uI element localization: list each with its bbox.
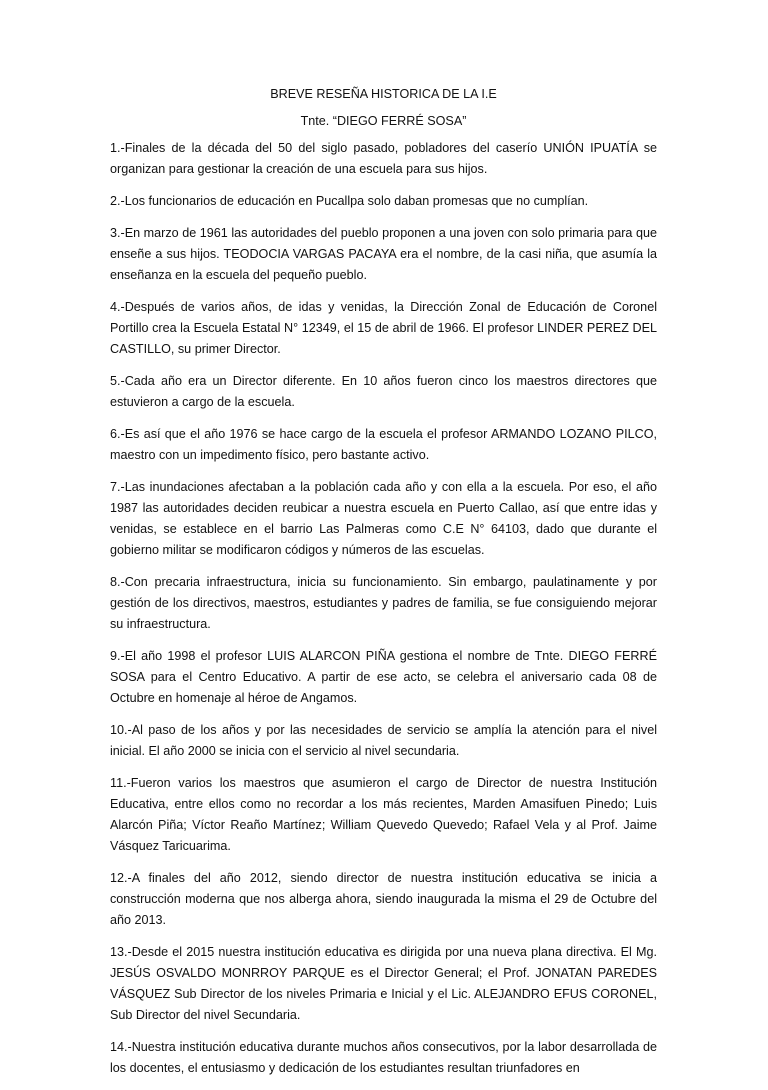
paragraph-6: 6.-Es así que el año 1976 se hace cargo de la escuela el profesor ARMANDO LOZANO PILCO, maestro con un impedimento físico, pero bastante activo. — [110, 427, 657, 462]
paragraph-3: 3.-En marzo de 1961 las autoridades del pueblo proponen a una joven con solo primaria para que enseñe a sus hijos. TEODOCIA VARGAS PACAYA era el nombre, de la casi niña, que asumía la enseñanza en la escuela del pequeño pueblo. — [110, 226, 657, 282]
paragraph-12: 12.-A finales del año 2012, siendo director de nuestra institución educativa se inicia a construcción moderna que nos alberga ahora, siendo inaugurada la misma el 29 de Octubre del año 2013. — [110, 871, 657, 927]
paragraph-1: 1.-Finales de la década del 50 del siglo pasado, pobladores del caserío UNIÓN IPUATÍA se organizan para gestionar la creación de una escuela para sus hijos. — [110, 141, 657, 176]
paragraph-7: 7.-Las inundaciones afectaban a la población cada año y con ella a la escuela. Por eso, el año 1987 las autoridades deciden reubicar a nuestra escuela en Puerto Callao, así que entre idas y venidas, se establece en el barrio Las Palmeras como C.E N° 64103, dado que durante el gobierno militar se modificaron códigos y números de las escuelas. — [110, 480, 657, 557]
paragraph-14: 14.-Nuestra institución educativa durante muchos años consecutivos, por la labor desarrollada de los docentes, el entusiasmo y dedicación de los estudiantes resultan triunfadores en — [110, 1040, 657, 1075]
paragraph-13: 13.-Desde el 2015 nuestra institución educativa es dirigida por una nueva plana directiva. El Mg. JESÚS OSVALDO MONRROY PARQUE es el Director General; el Prof. JONATAN PAREDES VÁSQUEZ Sub Director de los niveles Primaria e Inicial y el Lic. ALEJANDRO EFUS CORONEL, Sub Director del nivel Secundaria. — [110, 945, 657, 1022]
paragraph-11: 11.-Fueron varios los maestros que asumieron el cargo de Director de nuestra Institución Educativa, entre ellos como no recordar a los más recientes, Marden Amasifuen Pinedo; Luis Alarcón Piña; Víctor Reaño Martínez; William Quevedo Quevedo; Rafael Vela y al Prof. Jaime Vásquez Taricuarima. — [110, 776, 657, 853]
paragraph-9: 9.-El año 1998 el profesor LUIS ALARCON PIÑA gestiona el nombre de Tnte. DIEGO FERRÉ SOSA para el Centro Educativo. A partir de ese acto, se celebra el aniversario cada 08 de Octubre en homenaje al héroe de Angamos. — [110, 649, 657, 705]
paragraph-4: 4.-Después de varios años, de idas y venidas, la Dirección Zonal de Educación de Coronel Portillo crea la Escuela Estatal N° 12349, el 15 de abril de 1966. El profesor LINDER PEREZ DEL CASTILLO, su primer Director. — [110, 300, 657, 356]
paragraph-2: 2.-Los funcionarios de educación en Pucallpa solo daban promesas que no cumplían. — [110, 194, 589, 208]
document-subtitle: Tnte. “DIEGO FERRÉ SOSA” — [300, 114, 467, 128]
paragraph-10: 10.-Al paso de los años y por las necesidades de servicio se amplía la atención para el nivel inicial. El año 2000 se inicia con el servicio al nivel secundaria. — [110, 723, 657, 758]
document-page — [110, 84, 657, 1090]
document-title: BREVE RESEÑA HISTORICA DE LA I.E — [270, 87, 497, 101]
paragraph-8: 8.-Con precaria infraestructura, inicia su funcionamiento. Sin embargo, paulatinamente y por gestión de los directivos, maestros, estudiantes y padres de familia, se fue consiguiendo mejorar su infraestructura. — [110, 575, 657, 631]
paragraph-5: 5.-Cada año era un Director diferente. En 10 años fueron cinco los maestros directores que estuvieron a cargo de la escuela. — [110, 374, 657, 409]
